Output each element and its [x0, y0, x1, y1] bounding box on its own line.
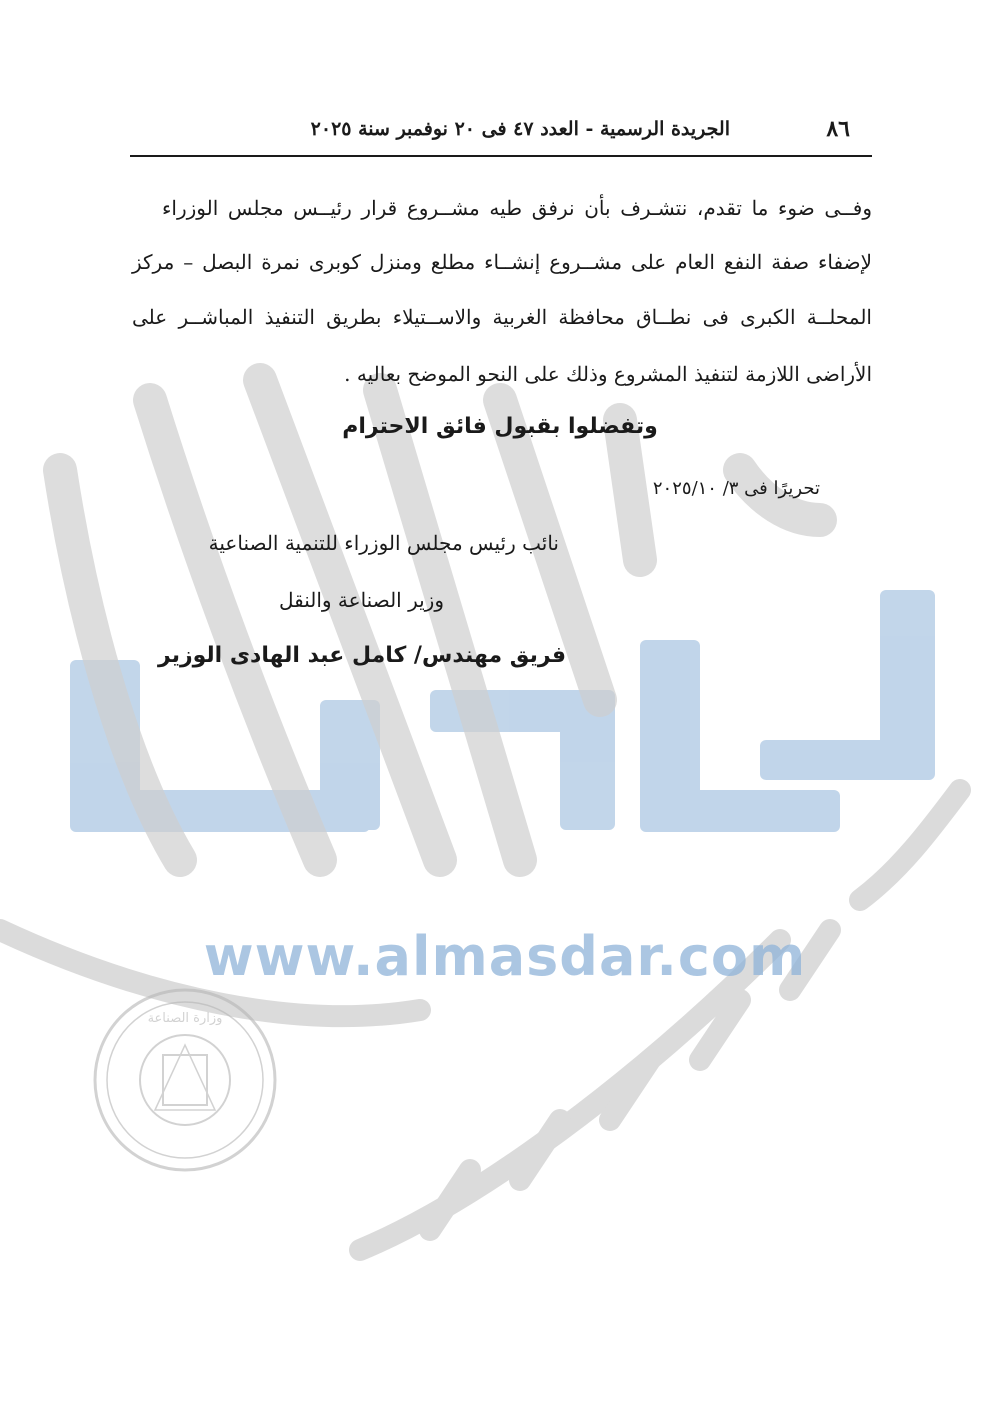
header-divider — [130, 155, 872, 157]
paragraph-line-3: المحلــة الكبرى فى نطــاق محافظة الغربية والاســتيلاء بطريق التنفيذ المباشــر على — [132, 305, 872, 329]
page-number: ٨٦ — [826, 116, 850, 142]
signatory-title-2: وزير الصناعة والنقل — [278, 588, 444, 612]
gazette-title: الجريدة الرسمية - العدد ٤٧ فى ٢٠ نوفمبر سنة ٢٠٢٥ — [310, 118, 730, 140]
signatory-name: فريق مهندس/ كامل عبد الهادى الوزير — [158, 643, 566, 668]
seal-text: وزارة الصناعة — [147, 1011, 223, 1026]
watermark-arabic-curves — [0, 790, 960, 1250]
paragraph-line-2: لإضفاء صفة النفع العام على مشــروع إنشــاء مطلع ومنزل كوبرى نمرة البصل – مركز — [132, 250, 872, 274]
page-header — [130, 112, 872, 148]
paragraph-line-4: الأراضى اللازمة لتنفيذ المشروع وذلك على النحو الموضح بعاليه . — [344, 362, 872, 386]
watermark-url: www.almasdar.com — [203, 925, 807, 988]
closing-greeting: وتفضلوا بقبول فائق الاحترام — [342, 414, 658, 439]
signatory-title-1: نائب رئيس مجلس الوزراء للتنمية الصناعية — [208, 531, 559, 555]
watermark-grey-strokes — [60, 380, 820, 860]
watermark-brand-shapes — [70, 590, 935, 832]
date-line: تحريرًا فى ٣/ ٢٠٢٥/١٠ — [652, 478, 820, 499]
paragraph-line-1: وفــى ضوء ما تقدم، نتشـرف بأن نرفق طيه مشــروع قرار رئيــس مجلس الوزراء — [162, 196, 872, 220]
seal-stamp — [95, 990, 275, 1170]
